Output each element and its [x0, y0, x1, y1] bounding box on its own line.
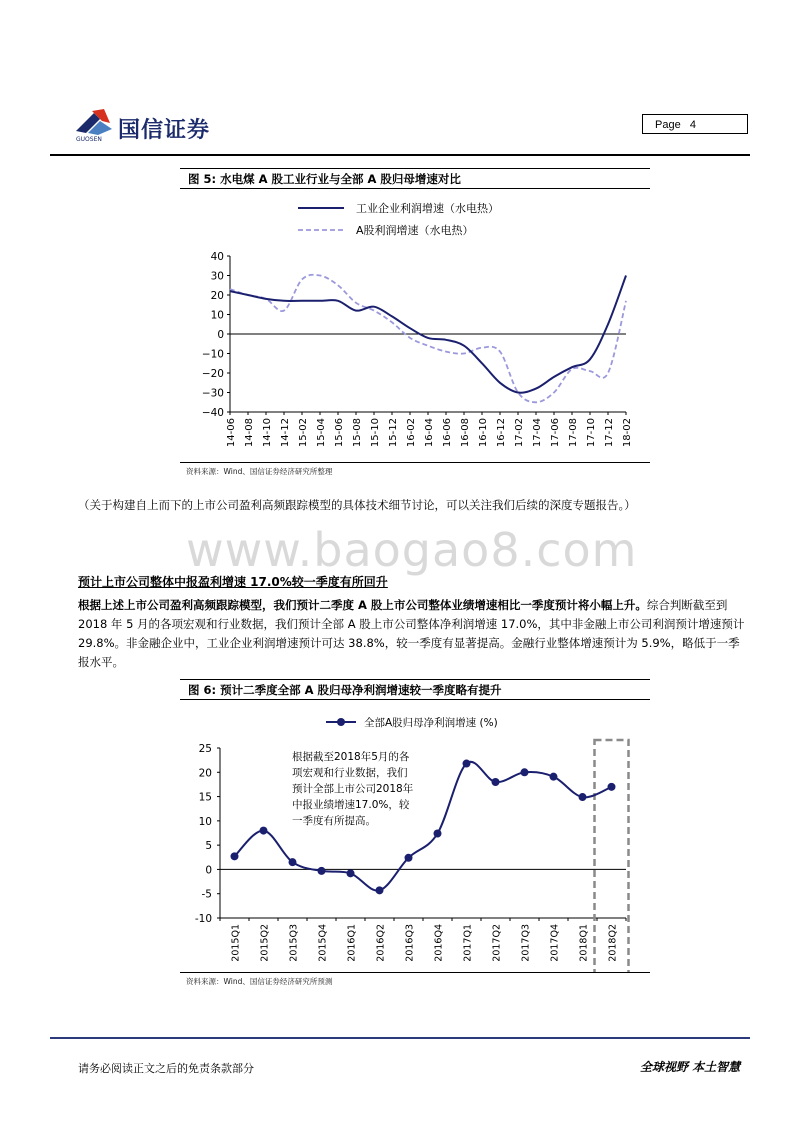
legend-label: 全部A股归母净利润增速 (%) [364, 717, 498, 729]
y-tick-label: 40 [210, 251, 224, 263]
data-point-2016q1 [347, 869, 355, 877]
y-tick-label: 15 [198, 791, 212, 804]
x-tick-label: 2015Q4 [317, 924, 329, 962]
page-label: Page [655, 119, 681, 131]
x-tick-label: 2015Q1 [230, 924, 242, 962]
x-tick-label: 2015Q2 [259, 924, 271, 962]
data-point-2017q4 [550, 773, 558, 781]
x-tick-label: 16-12 [496, 418, 507, 448]
body-paragraph-lead: 根据上述上市公司盈利高频跟踪模型，我们预计二季度 A 股上市公司整体业绩增速相比一季度预计将小幅上升。 [78, 598, 647, 612]
legend-label-dashed: A股利润增速（水电热） [356, 224, 474, 237]
x-tick-label: 15-08 [352, 418, 363, 448]
y-tick-label: −40 [201, 407, 224, 419]
data-point-2017q1 [463, 760, 471, 768]
x-tick-label: 2018Q1 [578, 924, 590, 962]
annotation-line: 根据截至2018年5月的各 [292, 751, 410, 763]
legend-marker [337, 718, 345, 726]
figure6-title: 图 6: 预计二季度全部 A 股归母净利润增速较一季度略有提升 [180, 679, 650, 700]
x-tick-label: 16-06 [442, 418, 453, 448]
x-tick-label: 2017Q3 [520, 924, 532, 962]
y-tick-label: 25 [198, 743, 212, 755]
x-tick-label: 17-10 [586, 418, 597, 448]
page-number: 4 [689, 119, 696, 131]
watermark: www.baogao8.com [186, 523, 638, 577]
figure6-source: 资料来源：Wind、国信证券经济研究所预测 [186, 977, 333, 986]
x-tick-label: 14-12 [280, 418, 291, 448]
section-heading: 预计上市公司整体中报盈利增速 17.0%较一季度有所回升 [78, 575, 388, 589]
figure6-source-rule [180, 972, 650, 973]
annotation-line: 中报业绩增速17.0%，较 [292, 799, 410, 811]
data-point-2015q2 [260, 827, 268, 835]
y-tick-label: 30 [210, 270, 224, 283]
x-tick-label: 17-08 [568, 418, 579, 448]
annotation-line: 预计全部上市公司2018年 [292, 783, 414, 795]
data-point-2016q3 [405, 854, 413, 862]
guosen-logo-icon [74, 107, 116, 137]
x-tick-label: 17-12 [604, 418, 615, 448]
brand-name: 国信证券 [118, 118, 211, 143]
x-tick-label: 2017Q1 [462, 924, 474, 962]
figure5-source-rule [180, 462, 650, 463]
x-tick-label: 17-02 [514, 418, 525, 448]
figure6-chart [180, 702, 650, 972]
y-tick-label: -10 [194, 913, 212, 925]
header-rule [50, 154, 750, 156]
y-tick-label: 5 [205, 840, 212, 853]
figure5-chart [180, 190, 650, 462]
x-tick-label: 14-06 [226, 418, 237, 448]
y-tick-label: 10 [210, 309, 224, 322]
x-tick-label: 14-08 [244, 418, 255, 448]
y-tick-label: −30 [201, 387, 224, 400]
data-point-2015q3 [289, 858, 297, 866]
x-tick-label: 2016Q2 [375, 924, 387, 962]
x-tick-label: 16-04 [424, 418, 435, 448]
x-tick-label: 15-04 [316, 418, 327, 448]
data-point-2016q4 [434, 829, 442, 837]
y-tick-label: 20 [198, 767, 212, 780]
x-tick-label: 18-02 [622, 418, 633, 448]
y-tick-label: 20 [210, 290, 224, 302]
brand-sub: GUOSEN [76, 136, 102, 143]
y-tick-label: −20 [201, 368, 224, 380]
x-tick-label: 2017Q4 [549, 924, 561, 962]
x-tick-label: 2016Q1 [346, 924, 358, 962]
footer-rule [50, 1037, 750, 1039]
x-tick-label: 15-12 [388, 418, 399, 448]
annotation-line: 一季度有所提高。 [292, 815, 376, 827]
footer-disclaimer: 请务必阅读正文之后的免责条款部分 [78, 1062, 254, 1075]
x-tick-label: 16-08 [460, 418, 471, 448]
footer-slogan: 全球视野 本土智慧 [640, 1060, 741, 1074]
x-tick-label: 16-10 [478, 418, 489, 448]
note-paragraph: （关于构建自上而下的上市公司盈利高频跟踪模型的具体技术细节讨论，可以关注我们后续的深度专题报告。） [78, 498, 636, 512]
x-tick-label: 2015Q3 [288, 924, 300, 962]
x-tick-label: 2018Q2 [607, 924, 619, 962]
x-tick-label: 17-06 [550, 418, 561, 448]
data-point-2015q1 [231, 852, 239, 860]
data-point-2015q4 [318, 867, 326, 875]
figure5-source: 资料来源：Wind、国信证券经济研究所整理 [186, 467, 333, 476]
annotation-line: 项宏观和行业数据，我们 [292, 767, 408, 779]
figure5-title: 图 5: 水电煤 A 股工业行业与全部 A 股归母增速对比 [180, 168, 650, 189]
x-tick-label: 2016Q3 [404, 924, 416, 962]
data-point-2017q2 [492, 778, 500, 786]
x-tick-label: 2017Q2 [491, 924, 503, 962]
page-indicator [642, 114, 748, 134]
y-tick-label: 10 [198, 815, 212, 828]
data-point-2016q2 [376, 886, 384, 894]
legend-label-solid: 工业企业利润增速（水电热） [356, 202, 499, 215]
body-paragraph-rest: 综合判断截至到 2018 年 5 月的各项宏观和行业数据，我们预计全部 A 股上市公司整体净利润增速 17.0%，其中非金融上市公司利润预计增速预计 29.8%。非金融企业中，工业企业利润增速预计可达 38.8%，较一季度有显著提高。金融行业整体增速预计为 5.9%，略低于一季报水平。 [78, 598, 745, 669]
x-tick-label: 15-02 [298, 418, 309, 448]
data-point-2018q1 [579, 793, 587, 801]
x-tick-label: 17-04 [532, 418, 543, 448]
x-tick-label: 14-10 [262, 418, 273, 448]
data-point-2017q3 [521, 768, 529, 776]
x-tick-label: 15-06 [334, 418, 345, 448]
x-tick-label: 2016Q4 [433, 924, 445, 962]
y-tick-label: 0 [217, 329, 224, 341]
y-tick-label: −10 [201, 348, 224, 361]
y-tick-label: -5 [201, 888, 212, 901]
x-tick-label: 16-02 [406, 418, 417, 448]
x-tick-label: 15-10 [370, 418, 381, 448]
y-tick-label: 0 [205, 864, 212, 877]
data-point-2018q2 [608, 783, 616, 791]
body-paragraph [78, 596, 750, 672]
